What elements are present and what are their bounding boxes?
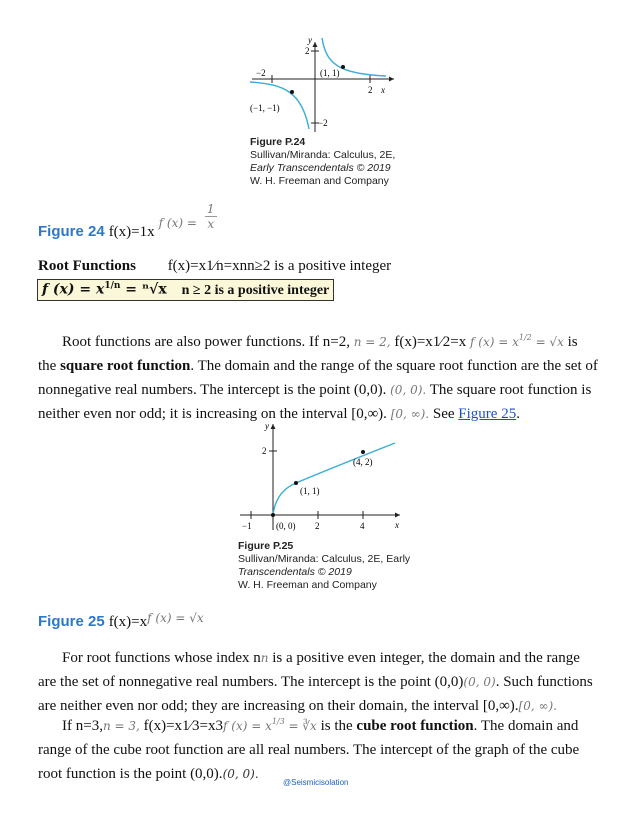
sqrt-curve [273,443,395,515]
text-run: The square root function is [429,382,592,398]
text-run: . The domain and the range of the square root function are the set of [190,358,598,374]
y-axis-label: y [265,421,269,431]
paragraph-square-root [38,326,603,426]
figure-25-graph [232,418,412,538]
figure-25-link[interactable]: Figure 25 [458,406,517,422]
point-label-neg1-neg1: (−1, −1) [250,103,280,113]
text-line [38,710,603,738]
math-lhs: f (x) = [158,216,197,230]
y-axis-arrow [271,424,276,429]
text-run: See [432,406,459,422]
paragraph-even-index [38,646,603,718]
inline-math: (0, 0) [463,675,496,689]
caption-title: Figure P.24 [250,136,306,148]
watermark: @Seismicisolation [283,778,349,787]
caption-title: Figure P.25 [238,540,294,552]
text-run: are neither even nor odd; they are increasing on their domain, the interval [0,∞). [38,698,519,714]
text-run: are the set of nonnegative real numbers. The intercept is the point (0,0) [38,674,464,690]
text-line [38,670,603,694]
x-axis-arrow [389,77,394,82]
figure-label: Figure 25 [38,613,105,630]
text-run: If n=3, [62,718,103,734]
tick-label-x2: 2 [315,521,320,531]
y-axis-arrow [313,42,318,47]
text-run: the [38,358,61,374]
inline-math: = √x [531,335,564,349]
x-axis-label: x [381,85,385,95]
point-4-2 [361,450,365,454]
text-run: is a positive even integer, the domain and the range [268,650,580,666]
point-1-1 [341,65,345,69]
inline-math: (0, 0). [222,767,259,781]
figure-text: f(x)=x [108,614,148,630]
text-run: . [516,406,520,422]
box-formula: f (x) = x [42,281,105,298]
figure-24-label-line [38,202,217,240]
text-run: nonnegative real numbers. The intercept is the point (0,0). [38,382,387,398]
text-run: is the [316,718,357,734]
paragraph-cube-root [38,710,603,786]
text-run: Root functions are also power functions. If n=2, [62,334,350,350]
inline-math: n [260,651,269,665]
caption-line: Sullivan/Miranda: Calculus, 2E, Early [238,553,411,565]
point-neg1-neg1 [290,90,294,94]
term-square-root-function: square root function [60,358,191,374]
definition-text: f(x)=x1⁄n=xnn≥2 is a positive integer [167,258,392,274]
text-run: For root functions whose index n [62,650,261,666]
point-1-1 [294,481,298,485]
tick-label-neg2: −2 [256,68,266,78]
caption-line: W. H. Freeman and Company [250,175,389,187]
inline-math-exponent: 1/3 [271,717,285,726]
section-heading: Root Functions [38,258,136,274]
inline-math: n = 2, [353,335,391,349]
figure-text: f(x)=1x [108,224,155,240]
inline-math: (0, 0). [390,383,427,397]
fraction-numerator: 1 [206,202,215,216]
tick-label-ym2: −2 [318,118,328,128]
caption-line: Sullivan/Miranda: Calculus, 2E, [250,149,396,161]
x-axis-arrow [395,513,400,518]
text-line [38,378,603,402]
box-exponent: 1/n [104,281,121,291]
point-label-4-2: (4, 2) [353,457,373,467]
text-run: f(x)=x1⁄3=x3 [139,718,223,734]
math-fraction [205,202,217,231]
tick-label-y2: 2 [262,446,267,456]
tick-label-x4: 4 [360,521,365,531]
inline-math: n = 3, [102,719,140,733]
figure-label: Figure 24 [38,223,105,240]
text-run: . Such functions [495,674,593,690]
text-line [38,354,603,378]
root-functions-heading-line [38,254,391,278]
tick-label-y2: 2 [305,46,310,56]
text-line: range of the cube root function are all real numbers. The intercept of the graph of the cube [38,742,580,758]
inline-math-exponent: 1/2 [518,333,532,342]
text-run: neither even nor odd; it is increasing on the interval [0,∞). [38,406,387,422]
figure-24-caption [250,136,450,188]
point-label-1-1: (1, 1) [300,486,320,496]
text-run: . The domain and [473,718,579,734]
inline-math: = ∛x [284,719,317,733]
point-label-1-1: (1, 1) [320,68,340,78]
figure-24-graph [244,34,404,134]
inline-math: f (x) = x [470,335,519,349]
box-condition: n ≥ 2 is a positive integer [181,282,330,298]
text-run: f(x)=x1⁄2=x [394,334,467,350]
inline-math: [0, ∞). [390,407,430,421]
caption-line: W. H. Freeman and Company [238,579,377,591]
caption-line: Transcendentals © 2019 [238,566,352,578]
root-definition-box [37,279,334,301]
box-formula-rest: = ⁿ√x [120,281,167,298]
point-label-0-0: (0, 0) [276,521,296,531]
y-axis-label: y [308,35,312,45]
inline-math: f (x) = x [223,719,272,733]
figure-25-label-line [38,610,204,634]
fraction-denominator: x [207,217,215,231]
point-0-0 [271,513,275,517]
text-run: is [567,334,578,350]
text-run: root function is the point (0,0). [38,766,223,782]
term-cube-root-function: cube root function [356,718,474,734]
inline-math: f (x) = √x [147,611,204,625]
caption-line: Early Transcendentals © 2019 [250,162,391,174]
figure-25-caption [238,540,438,592]
x-axis-label: x [395,520,399,530]
inline-math: [0, ∞). [518,699,557,713]
text-line [38,646,603,670]
tick-label-neg1: −1 [242,521,252,531]
tick-label-x2: 2 [368,85,373,95]
text-line [38,326,603,354]
